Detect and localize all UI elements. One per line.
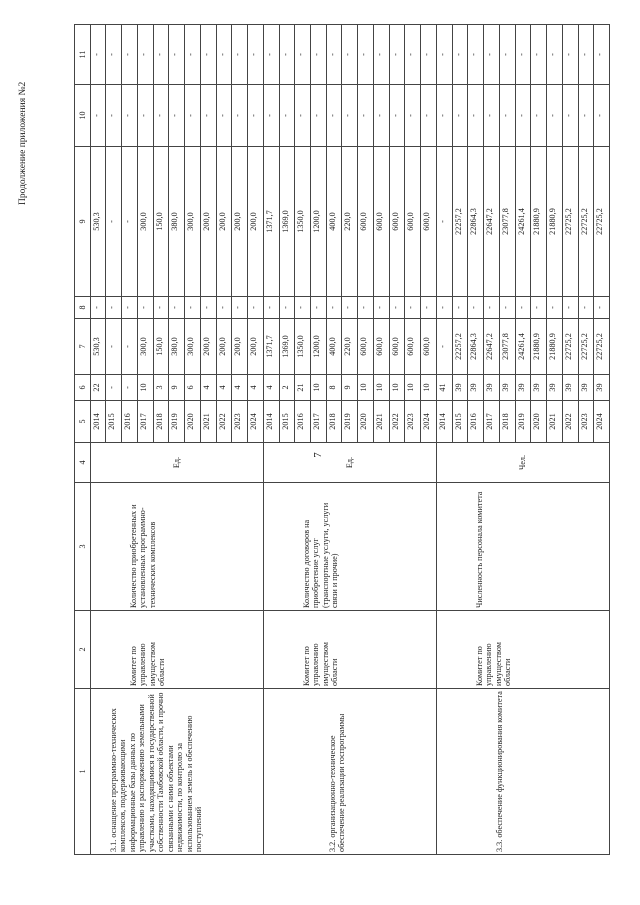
value-cell: - [232, 297, 248, 319]
value-cell: 2019 [515, 401, 531, 443]
value-cell: 600,0 [389, 319, 405, 375]
value-cell: 2016 [468, 401, 484, 443]
value-cell: 22725,2 [594, 319, 610, 375]
value-cell: - [169, 85, 185, 147]
col-header-2: 2 [75, 611, 91, 689]
value-cell: - [122, 375, 138, 401]
value-cell: - [106, 25, 122, 85]
value-cell: 2014 [436, 401, 452, 443]
value-cell: 600,0 [405, 147, 421, 297]
value-cell: 22647,2 [484, 319, 500, 375]
value-cell: - [169, 297, 185, 319]
value-cell: - [263, 25, 279, 85]
value-cell: - [137, 297, 153, 319]
col-header-6: 6 [75, 375, 91, 401]
value-cell: - [389, 85, 405, 147]
value-cell: 39 [499, 375, 515, 401]
col-header-5: 5 [75, 401, 91, 443]
value-cell: 200,0 [248, 147, 264, 297]
value-cell: 2024 [594, 401, 610, 443]
value-cell: 41 [436, 375, 452, 401]
value-cell: 4 [248, 375, 264, 401]
value-cell: 22 [90, 375, 106, 401]
value-cell: 22725,2 [562, 319, 578, 375]
value-cell: - [248, 25, 264, 85]
value-cell: 1200,0 [311, 319, 327, 375]
value-cell: - [436, 147, 452, 297]
indicator-cell: Количество договоров на приобретение услуг (транспортные услуги, услуги связи и прочие) [263, 483, 436, 611]
value-cell: - [216, 297, 232, 319]
indicator-cell: Численность персонала комитета [436, 483, 609, 611]
value-cell: 2022 [389, 401, 405, 443]
value-cell: 2022 [216, 401, 232, 443]
value-cell: - [279, 25, 295, 85]
value-cell: - [531, 25, 547, 85]
executor-cell: Комитет по управлению имуществом области [263, 611, 436, 689]
table-row [263, 25, 279, 855]
value-cell: - [421, 25, 437, 85]
value-cell: 530,3 [90, 319, 106, 375]
value-cell: 200,0 [216, 147, 232, 297]
value-cell: - [106, 375, 122, 401]
value-cell: 22725,2 [578, 319, 594, 375]
value-cell: - [295, 85, 311, 147]
value-cell: 2019 [342, 401, 358, 443]
value-cell: - [452, 297, 468, 319]
value-cell: 600,0 [421, 147, 437, 297]
value-cell: 600,0 [405, 319, 421, 375]
value-cell: 39 [468, 375, 484, 401]
value-cell: 39 [515, 375, 531, 401]
program-activity-cell: 3.1. оснащение программно-технических комплексов, поддерживающими информационные базы данных по управлению и распоряжению земельными участками, находящимися в государственной собственности Тамбовской области, и прочно связанными с ними объектами недвижимости, по контролю за использованием земель и обеспечению поступлений [90, 689, 263, 855]
value-cell: 2023 [232, 401, 248, 443]
program-activity-cell: 3.2. организационно-техническое обеспечение реализации госпрограммы [263, 689, 436, 855]
value-cell: - [499, 85, 515, 147]
unit-cell: Ед. [90, 443, 263, 483]
col-header-10: 10 [75, 85, 91, 147]
value-cell: 2016 [295, 401, 311, 443]
value-cell: - [562, 297, 578, 319]
value-cell: 10 [373, 375, 389, 401]
value-cell: - [499, 297, 515, 319]
value-cell: 1371,7 [263, 147, 279, 297]
value-cell: 300,0 [185, 147, 201, 297]
appendix-caption: Продолжение приложения №2 [18, 81, 28, 205]
value-cell: - [106, 319, 122, 375]
value-cell: 2015 [279, 401, 295, 443]
value-cell: 21880,9 [531, 319, 547, 375]
value-cell: 150,0 [153, 147, 169, 297]
value-cell: - [295, 25, 311, 85]
value-cell: - [531, 85, 547, 147]
value-cell: 22864,3 [468, 319, 484, 375]
value-cell: - [358, 297, 374, 319]
value-cell: - [263, 297, 279, 319]
value-cell: - [90, 297, 106, 319]
value-cell: 9 [342, 375, 358, 401]
value-cell: 2015 [106, 401, 122, 443]
value-cell: 1369,0 [279, 147, 295, 297]
value-cell: - [405, 297, 421, 319]
value-cell: - [452, 25, 468, 85]
value-cell: - [468, 85, 484, 147]
value-cell: - [499, 25, 515, 85]
value-cell: 2014 [263, 401, 279, 443]
value-cell: 2016 [122, 401, 138, 443]
value-cell: 300,0 [137, 319, 153, 375]
value-cell: 22257,2 [452, 319, 468, 375]
value-cell: 39 [531, 375, 547, 401]
value-cell: 4 [216, 375, 232, 401]
value-cell: 22864,3 [468, 147, 484, 297]
value-cell: 4 [200, 375, 216, 401]
value-cell: - [90, 25, 106, 85]
value-cell: 2023 [405, 401, 421, 443]
value-cell: - [373, 25, 389, 85]
value-cell: - [169, 25, 185, 85]
value-cell: 24261,4 [515, 319, 531, 375]
value-cell: - [122, 297, 138, 319]
value-cell: - [153, 25, 169, 85]
value-cell: 1200,0 [311, 147, 327, 297]
table-row [436, 25, 452, 855]
col-header-8: 8 [75, 297, 91, 319]
value-cell: - [389, 297, 405, 319]
value-cell: 2023 [578, 401, 594, 443]
value-cell: 21880,9 [531, 147, 547, 297]
value-cell: 39 [484, 375, 500, 401]
value-cell: - [389, 25, 405, 85]
value-cell: 2020 [185, 401, 201, 443]
value-cell: 300,0 [185, 319, 201, 375]
value-cell: - [515, 85, 531, 147]
value-cell: - [562, 25, 578, 85]
value-cell: 2014 [90, 401, 106, 443]
value-cell: 2021 [373, 401, 389, 443]
value-cell: - [326, 85, 342, 147]
value-cell: 10 [421, 375, 437, 401]
value-cell: - [122, 25, 138, 85]
indicator-cell: Количество приобретенных и установленных программно-технических комплексов [90, 483, 263, 611]
value-cell: - [106, 297, 122, 319]
value-cell: 400,0 [326, 319, 342, 375]
value-cell: 10 [137, 375, 153, 401]
value-cell: 380,0 [169, 147, 185, 297]
value-cell: 200,0 [248, 319, 264, 375]
program-table [74, 24, 610, 855]
value-cell: - [106, 85, 122, 147]
value-cell: 2020 [531, 401, 547, 443]
value-cell: 23077,8 [499, 319, 515, 375]
value-cell: 8 [326, 375, 342, 401]
value-cell: 2 [279, 375, 295, 401]
value-cell: 300,0 [137, 147, 153, 297]
value-cell: 24261,4 [515, 147, 531, 297]
value-cell: - [484, 297, 500, 319]
value-cell: - [358, 25, 374, 85]
value-cell: 10 [358, 375, 374, 401]
value-cell: 600,0 [358, 147, 374, 297]
value-cell: 21 [295, 375, 311, 401]
value-cell: - [137, 85, 153, 147]
value-cell: - [515, 25, 531, 85]
col-header-3: 3 [75, 483, 91, 611]
value-cell: 21880,9 [547, 147, 563, 297]
unit-cell: Чел. [436, 443, 609, 483]
value-cell: 2022 [562, 401, 578, 443]
column-number-row [75, 25, 91, 855]
value-cell: - [436, 85, 452, 147]
value-cell: - [405, 85, 421, 147]
value-cell: 1371,7 [263, 319, 279, 375]
value-cell: 2017 [484, 401, 500, 443]
value-cell: 39 [452, 375, 468, 401]
value-cell: 39 [594, 375, 610, 401]
value-cell: 21880,9 [547, 319, 563, 375]
value-cell: 600,0 [373, 319, 389, 375]
value-cell: 600,0 [358, 319, 374, 375]
value-cell: - [594, 85, 610, 147]
value-cell: - [122, 147, 138, 297]
value-cell: - [232, 85, 248, 147]
value-cell: 200,0 [200, 319, 216, 375]
value-cell: 600,0 [389, 147, 405, 297]
value-cell: 1350,0 [295, 147, 311, 297]
value-cell: - [594, 297, 610, 319]
value-cell: 530,3 [90, 147, 106, 297]
value-cell: - [185, 85, 201, 147]
value-cell: - [531, 297, 547, 319]
col-header-11: 11 [75, 25, 91, 85]
value-cell: - [421, 297, 437, 319]
value-cell: 39 [547, 375, 563, 401]
value-cell: 10 [405, 375, 421, 401]
value-cell: - [122, 319, 138, 375]
value-cell: 4 [263, 375, 279, 401]
value-cell: 380,0 [169, 319, 185, 375]
value-cell: 2018 [499, 401, 515, 443]
value-cell: 2024 [248, 401, 264, 443]
value-cell: - [153, 297, 169, 319]
value-cell: - [90, 85, 106, 147]
value-cell: 2020 [358, 401, 374, 443]
value-cell: - [484, 25, 500, 85]
value-cell: - [578, 297, 594, 319]
value-cell: - [515, 297, 531, 319]
value-cell: 22725,2 [578, 147, 594, 297]
value-cell: - [106, 147, 122, 297]
value-cell: - [311, 25, 327, 85]
value-cell: - [547, 85, 563, 147]
executor-cell: Комитет по управлению имуществом области [90, 611, 263, 689]
value-cell: - [122, 85, 138, 147]
value-cell: - [421, 85, 437, 147]
value-cell: 2024 [421, 401, 437, 443]
value-cell: - [436, 25, 452, 85]
value-cell: - [216, 25, 232, 85]
value-cell: 4 [232, 375, 248, 401]
value-cell: 2021 [200, 401, 216, 443]
table-body [75, 25, 610, 855]
value-cell: - [216, 85, 232, 147]
value-cell: 22725,2 [594, 147, 610, 297]
value-cell: 1369,0 [279, 319, 295, 375]
value-cell: - [468, 25, 484, 85]
value-cell: 2015 [452, 401, 468, 443]
value-cell: - [311, 85, 327, 147]
value-cell: - [185, 25, 201, 85]
value-cell: 2017 [137, 401, 153, 443]
value-cell: 600,0 [421, 319, 437, 375]
value-cell: 6 [185, 375, 201, 401]
page-number: 7 [312, 452, 324, 458]
value-cell: 600,0 [373, 147, 389, 297]
value-cell: - [153, 85, 169, 147]
value-cell: - [200, 25, 216, 85]
value-cell: 39 [562, 375, 578, 401]
value-cell: 200,0 [216, 319, 232, 375]
value-cell: 2018 [153, 401, 169, 443]
value-cell: - [295, 297, 311, 319]
value-cell: 200,0 [200, 147, 216, 297]
value-cell: - [484, 85, 500, 147]
value-cell: - [342, 297, 358, 319]
value-cell: 23077,8 [499, 147, 515, 297]
value-cell: - [232, 25, 248, 85]
value-cell: - [326, 297, 342, 319]
table-row [90, 25, 106, 855]
value-cell: - [200, 85, 216, 147]
value-cell: 200,0 [232, 319, 248, 375]
value-cell: - [436, 297, 452, 319]
value-cell: - [547, 297, 563, 319]
value-cell: - [373, 297, 389, 319]
col-header-9: 9 [75, 147, 91, 297]
value-cell: - [594, 25, 610, 85]
value-cell: 22647,2 [484, 147, 500, 297]
value-cell: - [342, 85, 358, 147]
value-cell: - [436, 319, 452, 375]
value-cell: 39 [578, 375, 594, 401]
value-cell: - [373, 85, 389, 147]
value-cell: - [452, 85, 468, 147]
value-cell: 2021 [547, 401, 563, 443]
value-cell: - [578, 85, 594, 147]
value-cell: 10 [389, 375, 405, 401]
value-cell: - [248, 85, 264, 147]
value-cell: 400,0 [326, 147, 342, 297]
value-cell: - [578, 25, 594, 85]
program-activity-cell: 3.3. обеспечение функционирования комитета [436, 689, 609, 855]
col-header-1: 1 [75, 689, 91, 855]
value-cell: - [358, 85, 374, 147]
value-cell: 3 [153, 375, 169, 401]
value-cell: 2019 [169, 401, 185, 443]
value-cell: - [137, 25, 153, 85]
value-cell: - [279, 85, 295, 147]
value-cell: - [468, 297, 484, 319]
value-cell: - [279, 297, 295, 319]
value-cell: 2017 [311, 401, 327, 443]
value-cell: 10 [311, 375, 327, 401]
executor-cell: Комитет по управлению имуществом области [436, 611, 609, 689]
value-cell: - [342, 25, 358, 85]
value-cell: 22725,2 [562, 147, 578, 297]
value-cell: - [248, 297, 264, 319]
value-cell: 9 [169, 375, 185, 401]
unit-cell: Ед. [263, 443, 436, 483]
value-cell: 150,0 [153, 319, 169, 375]
value-cell: - [185, 297, 201, 319]
value-cell: - [263, 85, 279, 147]
value-cell: 220,0 [342, 319, 358, 375]
value-cell: - [200, 297, 216, 319]
value-cell: 22257,2 [452, 147, 468, 297]
value-cell: - [311, 297, 327, 319]
value-cell: - [326, 25, 342, 85]
value-cell: 2018 [326, 401, 342, 443]
col-header-4: 4 [75, 443, 91, 483]
value-cell: 220,0 [342, 147, 358, 297]
value-cell: 200,0 [232, 147, 248, 297]
value-cell: - [405, 25, 421, 85]
value-cell: 1350,0 [295, 319, 311, 375]
value-cell: - [547, 25, 563, 85]
col-header-7: 7 [75, 319, 91, 375]
value-cell: - [562, 85, 578, 147]
